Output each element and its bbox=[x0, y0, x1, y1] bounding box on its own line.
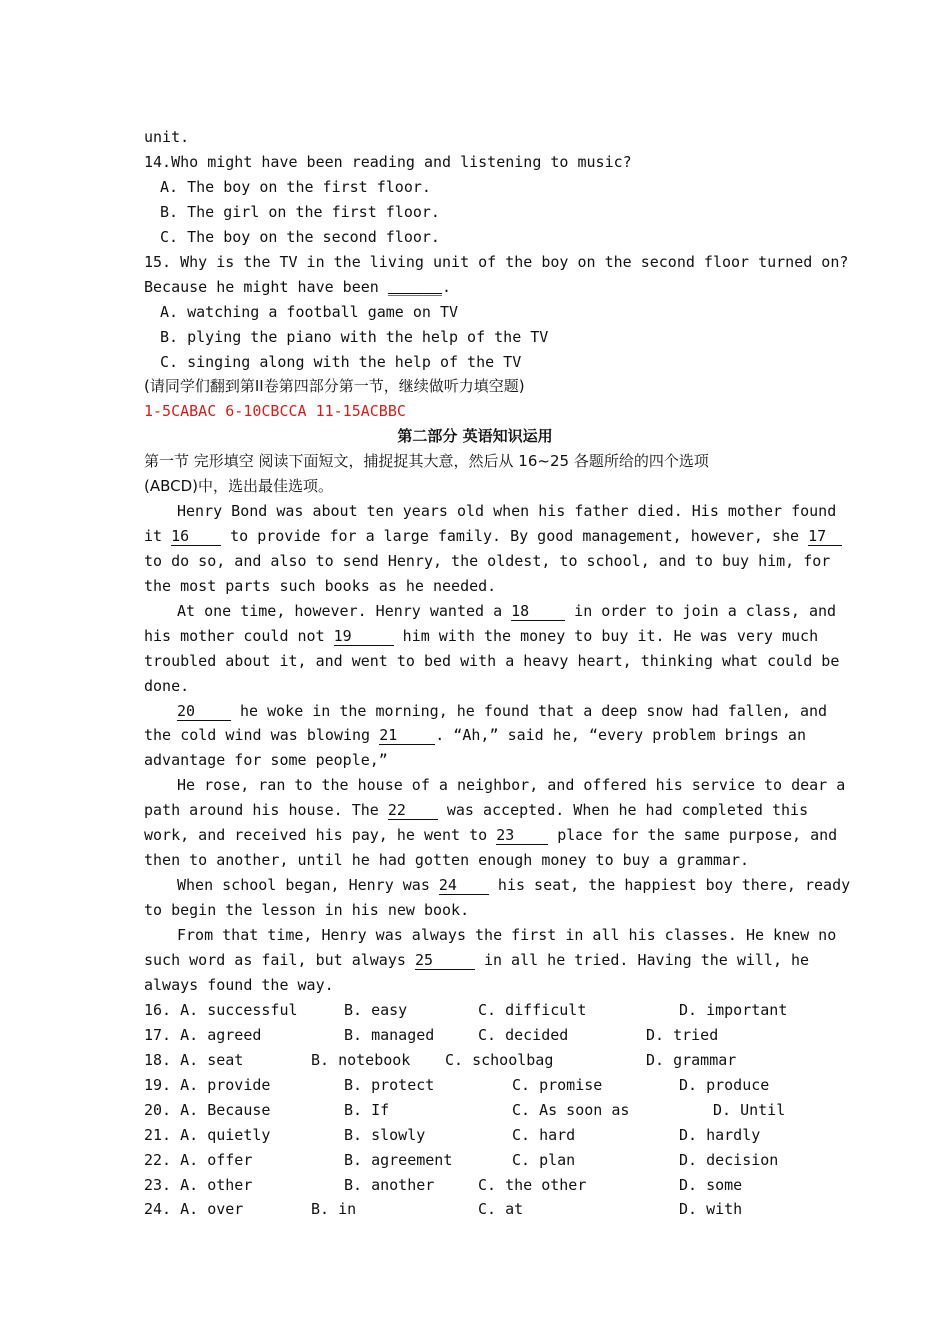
option-b: B. agreement bbox=[344, 1151, 453, 1169]
question-15-cont bbox=[144, 275, 806, 300]
option-b: B. easy bbox=[344, 1001, 408, 1019]
question-15: 15. Why is the TV in the living unit of the boy on the second floor turned on? bbox=[144, 253, 849, 271]
option-b: B. in bbox=[311, 1200, 357, 1218]
passage-line bbox=[144, 723, 806, 748]
passage-line bbox=[144, 624, 819, 649]
passage-line: to begin the lesson in his new book. bbox=[144, 901, 470, 919]
text: . “Ah,” said he, “every problem brings an bbox=[435, 726, 806, 744]
passage-line: done. bbox=[144, 677, 190, 695]
option-a: 17. A. agreed bbox=[144, 1026, 262, 1044]
options-row-20 bbox=[144, 1098, 806, 1123]
passage-line: the most parts such books as he needed. bbox=[144, 577, 497, 595]
option-c: C. the other bbox=[478, 1176, 587, 1194]
text: it bbox=[144, 527, 172, 545]
text: the cold wind was blowing bbox=[144, 726, 380, 744]
option-c: C. promise bbox=[512, 1076, 603, 1094]
answer-key: 1-5CABAC 6-10CBCCA 11-15ACBBC bbox=[144, 402, 406, 420]
option-a: 24. A. over bbox=[144, 1200, 244, 1218]
blank-20: 20 bbox=[177, 702, 231, 721]
options-row-22 bbox=[144, 1148, 806, 1173]
option-c: C. As soon as bbox=[512, 1101, 630, 1119]
option-a: 19. A. provide bbox=[144, 1076, 271, 1094]
options-row-17 bbox=[144, 1023, 806, 1048]
passage-line bbox=[144, 798, 809, 823]
option-a: 16. A. successful bbox=[144, 1001, 298, 1019]
passage-line: troubled about it, and went to bed with a heavy heart, thinking what could be bbox=[144, 652, 840, 670]
blank-22: 22 bbox=[388, 801, 438, 820]
option-c: C. hard bbox=[512, 1126, 576, 1144]
passage-line bbox=[144, 524, 827, 549]
blank-25: 25 bbox=[415, 951, 475, 970]
options-row-24 bbox=[144, 1197, 806, 1222]
option-b: B. managed bbox=[344, 1026, 435, 1044]
options-row-23 bbox=[144, 1173, 806, 1198]
passage-line: He rose, ran to the house of a neighbor, and offered his service to dear a bbox=[177, 776, 846, 794]
option-14c: C. The boy on the second floor. bbox=[160, 228, 440, 246]
option-a: 18. A. seat bbox=[144, 1051, 244, 1069]
options-row-19 bbox=[144, 1073, 806, 1098]
option-d: D. with bbox=[679, 1200, 743, 1218]
text: At one time, however. Henry wanted a bbox=[177, 602, 512, 620]
option-d: D. grammar bbox=[646, 1051, 737, 1069]
text: he woke in the morning, he found that a deep snow had fallen, and bbox=[231, 702, 828, 720]
text: When school began, Henry was bbox=[177, 876, 439, 894]
option-b: B. another bbox=[344, 1176, 435, 1194]
text: such word as fail, but always bbox=[144, 951, 415, 969]
option-14a: A. The boy on the first floor. bbox=[160, 178, 431, 196]
option-a: 23. A. other bbox=[144, 1176, 253, 1194]
option-d: D. Until bbox=[713, 1101, 786, 1119]
option-b: B. If bbox=[344, 1101, 390, 1119]
option-a: 22. A. offer bbox=[144, 1151, 253, 1169]
option-d: D. decision bbox=[679, 1151, 779, 1169]
passage-line: to do so, and also to send Henry, the oldest, to school, and to buy him, for bbox=[144, 552, 831, 570]
option-c: C. schoolbag bbox=[445, 1051, 554, 1069]
option-b: B. slowly bbox=[344, 1126, 426, 1144]
text: . bbox=[442, 278, 452, 296]
passage-line bbox=[177, 873, 851, 898]
text: to provide for a large family. By good management, however, she bbox=[221, 527, 809, 545]
text: his seat, the happiest boy there, ready bbox=[488, 876, 851, 894]
option-d: D. tried bbox=[646, 1026, 719, 1044]
option-c: C. plan bbox=[512, 1151, 576, 1169]
option-c: C. decided bbox=[478, 1026, 569, 1044]
option-d: D. important bbox=[679, 1001, 788, 1019]
option-b: B. notebook bbox=[311, 1051, 411, 1069]
option-d: D. some bbox=[679, 1176, 743, 1194]
option-c: C. at bbox=[478, 1200, 524, 1218]
passage-line: always found the way. bbox=[144, 976, 334, 994]
passage-line: then to another, until he had gotten enough money to buy a grammar. bbox=[144, 851, 750, 869]
blank-24: 24 bbox=[439, 876, 489, 895]
passage-line bbox=[177, 699, 828, 724]
section-instructions-cont: (ABCD)中，选出最佳选项。 bbox=[144, 477, 334, 495]
option-d: D. hardly bbox=[679, 1126, 761, 1144]
options-row-21 bbox=[144, 1123, 806, 1148]
option-14b: B. The girl on the first floor. bbox=[160, 203, 440, 221]
text: Because he might have been bbox=[144, 278, 388, 296]
options-row-16 bbox=[144, 998, 806, 1023]
text: place for the same purpose, and bbox=[548, 826, 838, 844]
instruction-note: (请同学们翻到第II卷第四部分第一节，继续做听力填空题) bbox=[144, 377, 525, 395]
text: him with the money to buy it. He was very much bbox=[393, 627, 819, 645]
question-14: 14.Who might have been reading and listening to music? bbox=[144, 153, 632, 171]
passage-line bbox=[144, 948, 810, 973]
text: in order to join a class, and bbox=[565, 602, 837, 620]
text: in all he tried. Having the will, he bbox=[474, 951, 810, 969]
text-line: unit. bbox=[144, 128, 190, 146]
blank-17: 17 bbox=[808, 527, 842, 546]
passage-line bbox=[177, 599, 837, 624]
options-row-18 bbox=[144, 1048, 806, 1073]
option-15a: A. watching a football game on TV bbox=[160, 303, 459, 321]
passage-line: advantage for some people,” bbox=[144, 751, 388, 769]
text: path around his house. The bbox=[144, 801, 388, 819]
blank-19: 19 bbox=[334, 627, 394, 646]
blank-16: 16 bbox=[171, 527, 221, 546]
passage-line bbox=[144, 823, 838, 848]
blank-21: 21 bbox=[379, 726, 435, 745]
option-a: 21. A. quietly bbox=[144, 1126, 271, 1144]
option-15c: C. singing along with the help of the TV bbox=[160, 353, 522, 371]
option-a: 20. A. Because bbox=[144, 1101, 271, 1119]
text: work, and received his pay, he went to bbox=[144, 826, 497, 844]
blank-23: 23 bbox=[496, 826, 548, 845]
text: was accepted. When he had completed this bbox=[437, 801, 809, 819]
section-title: 第二部分 英语知识运用 bbox=[397, 427, 553, 445]
text: his mother could not bbox=[144, 627, 334, 645]
blank-18: 18 bbox=[511, 602, 565, 621]
option-d: D. produce bbox=[679, 1076, 770, 1094]
section-instructions: 第一节 完形填空 阅读下面短文，捕捉捉其大意，然后从 16~25 各题所给的四个选项 bbox=[144, 452, 709, 470]
option-15b: B. plying the piano with the help of the TV bbox=[160, 328, 549, 346]
passage-line: Henry Bond was about ten years old when his father died. His mother found bbox=[177, 502, 837, 520]
option-b: B. protect bbox=[344, 1076, 435, 1094]
passage-line: From that time, Henry was always the first in all his classes. He knew no bbox=[177, 926, 837, 944]
option-c: C. difficult bbox=[478, 1001, 587, 1019]
answer-blank: ______ bbox=[387, 278, 443, 296]
